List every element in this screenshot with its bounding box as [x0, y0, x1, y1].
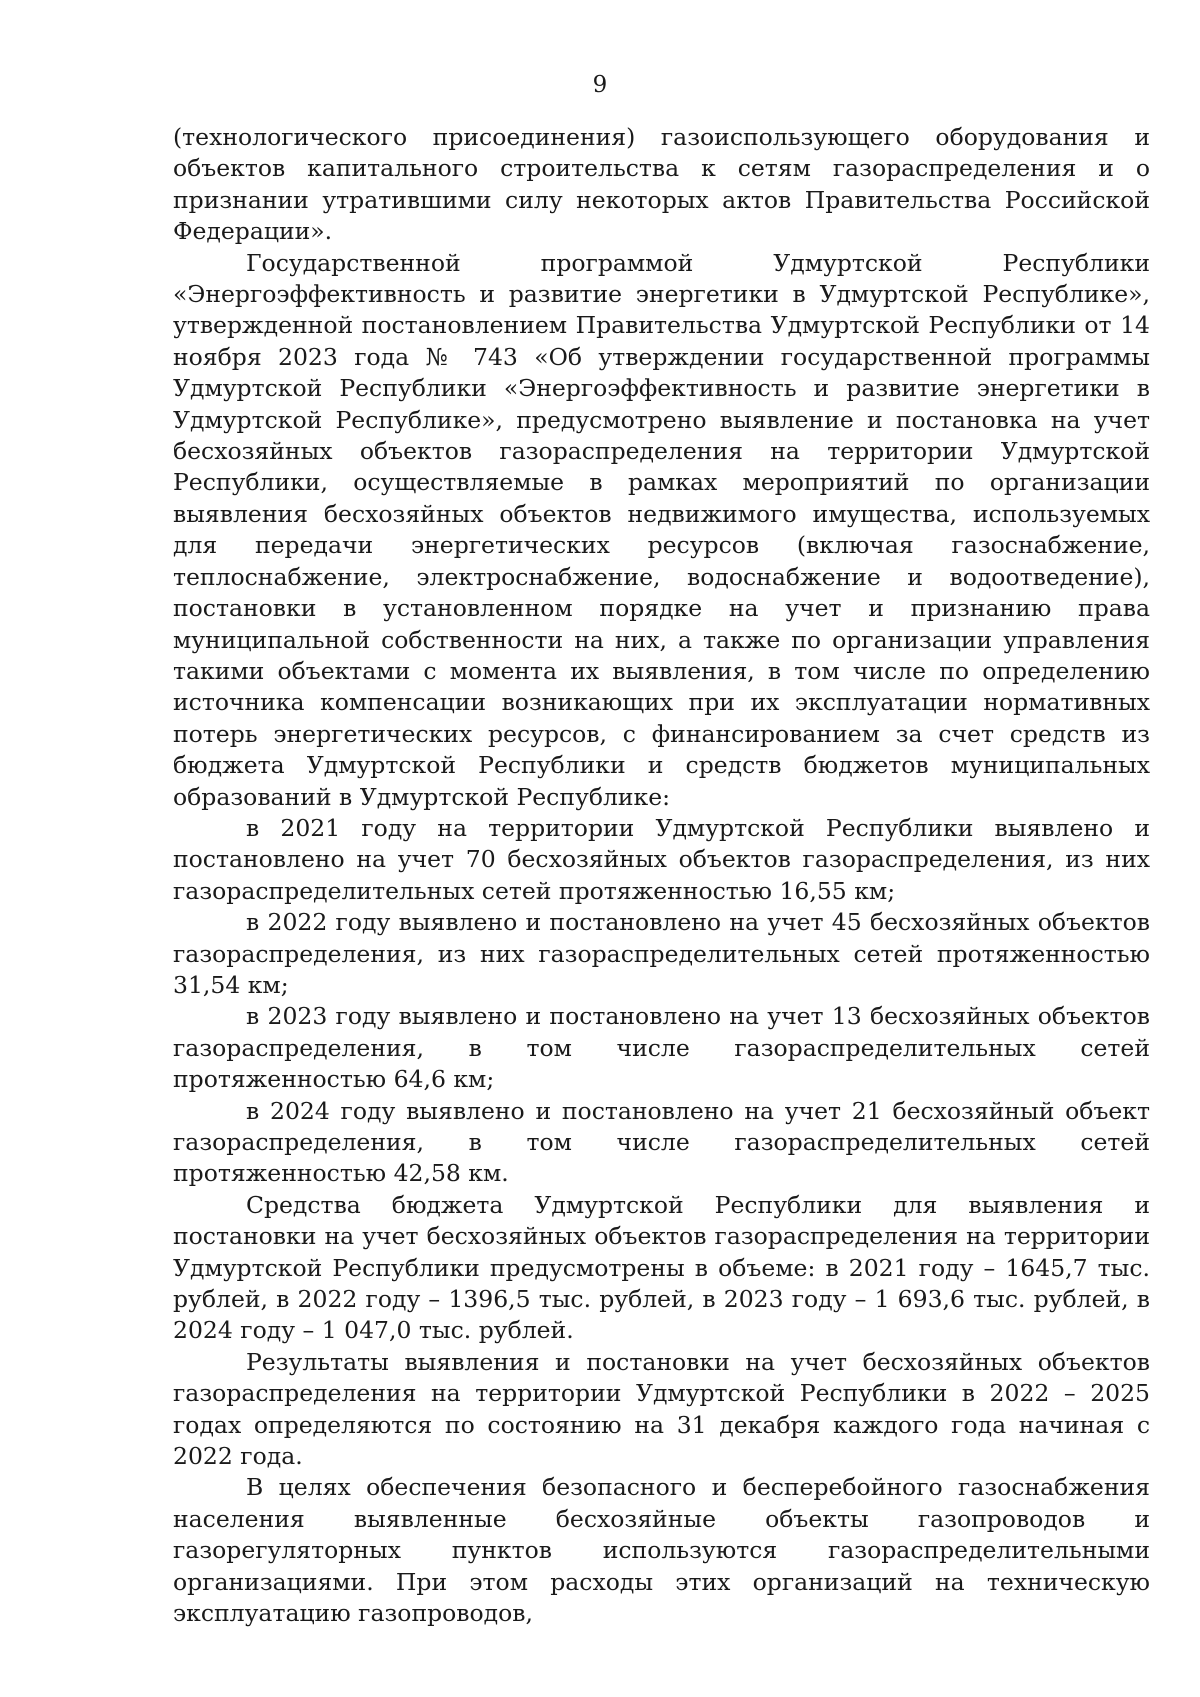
paragraph-year-2024: в 2024 году выявлено и постановлено на учет 21 бесхозяйный объект газораспределения, в том числе газораспределительных сетей протяженностью 42,58 км. [173, 1096, 1150, 1188]
paragraph-year-2021: в 2021 году на территории Удмуртской Республики выявлено и постановлено на учет 70 бесхозяйных объектов газораспределения, из них газораспределительных сетей протяженностью 16,55 км; [173, 813, 1150, 905]
document-body [173, 122, 1150, 1630]
paragraph-year-2023: в 2023 году выявлено и постановлено на учет 13 бесхозяйных объектов газораспределения, в том числе газораспределительных сетей протяженностью 64,6 км; [173, 1002, 1150, 1094]
paragraph-budget-funds: Средства бюджета Удмуртской Республики для выявления и постановки на учет бесхозяйных объектов газораспределения на территории Удмуртской Республики предусмотрены в объеме: в 2021 году – 1645,7 тыс. рублей, в 2022 году – 1396,5 тыс. рублей, в 2023 году – 1 693,6 тыс. рублей, в 2024 году – 1 047,0 тыс. рублей. [173, 1190, 1150, 1345]
paragraph-results: Результаты выявления и постановки на учет бесхозяйных объектов газораспределения на территории Удмуртской Республики в 2022 – 2025 годах определяются по состоянию на 31 декабря каждого года начиная с 2022 года. [173, 1347, 1150, 1471]
paragraph-gas-supply: В целях обеспечения безопасного и бесперебойного газоснабжения населения выявленные бесхозяйные объекты газопроводов и газорегуляторных пунктов используются газораспределительными организациями. При этом расходы этих организаций на техническую эксплуатацию газопроводов, [173, 1473, 1150, 1628]
page-number: 9 [592, 72, 608, 98]
paragraph-continuation: (технологического присоединения) газоиспользующего оборудования и объектов капитального строительства к сетям газораспределения и о признании утратившими силу некоторых актов Правительства Российской Федерации». [173, 123, 1150, 246]
paragraph-year-2022: в 2022 году выявлено и постановлено на учет 45 бесхозяйных объектов газораспределения, из них газораспределительных сетей протяженностью 31,54 км; [173, 908, 1150, 999]
paragraph-state-program: Государственной программой Удмуртской Республики «Энергоэффективность и развитие энергетики в Удмуртской Республике», утвержденной постановлением Правительства Удмуртской Республики от 14 ноября 2023 года № 743 «Об утверждении государственной программы Удмуртской Республики «Энергоэффективность и развитие энергетики в Удмуртской Республике», предусмотрено выявление и постановка на учет бесхозяйных объектов газораспределения на территории Удмуртской Республики, осуществляемые в рамках мероприятий по организации выявления бесхозяйных объектов недвижимого имущества, используемых для передачи энергетических ресурсов (включая газоснабжение, теплоснабжение, электроснабжение, водоснабжение и водоотведение), постановки в установленном порядке на учет и признанию права муниципальной собственности на них, а также по организации управления такими объектами с момента их выявления, в том числе по определению источника компенсации возникающих при их эксплуатации нормативных потерь энергетических ресурсов, с финансированием за счет средств из бюджета Удмуртской Республики и средств бюджетов муниципальных образований в Удмуртской Республике: [173, 248, 1150, 811]
